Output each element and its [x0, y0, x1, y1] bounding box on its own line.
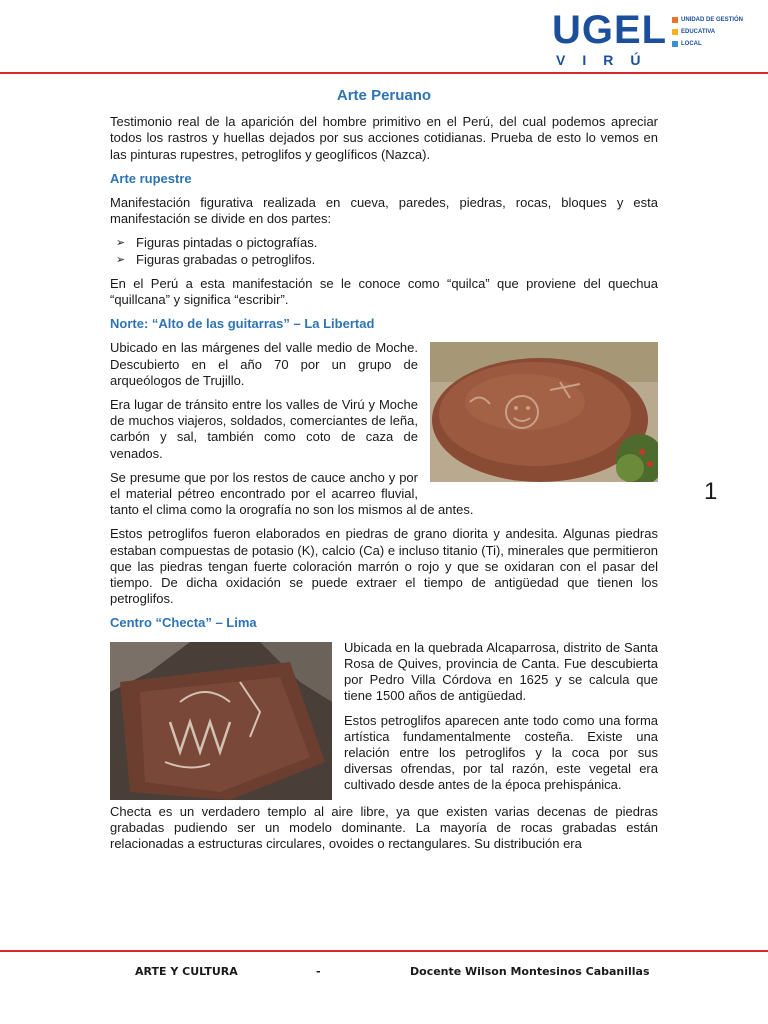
blue-square-icon	[672, 41, 678, 47]
norte-paragraph-2: Era lugar de tránsito entre los valles de Virú y Moche de muchos viajeros, soldados, comerciantes de leña, carbón y sal, también como coto de caza de venados.	[110, 397, 418, 461]
centro-paragraph-3: Checta es un verdadero templo al aire libre, ya que existen varias decenas de piedras grabadas pudiendo ser un modelo dominante. La mayoría de rocas grabadas están relacionadas a estructuras circulares, ovoides o rectangulares. Su distribución era	[110, 803, 658, 852]
logo-line-2: EDUCATIVA	[681, 29, 716, 35]
arte-rupestre-paragraph-1: Manifestación figurativa realizada en cueva, paredes, piedras, rocas, bloques y esta manifestación se divide en dos partes:	[110, 195, 658, 227]
footer-separator: -	[316, 965, 321, 978]
footer-teacher: Docente Wilson Montesinos Cabanillas	[410, 965, 650, 978]
norte-paragraph-3: Se presume que por los restos de cauce ancho y por el material pétreo encontrado por el acarreo fluvial, tanto el clima como la orografía no son los mismos al de antes.	[110, 469, 474, 518]
header-divider	[0, 72, 768, 74]
section-heading-arte-rupestre: Arte rupestre	[110, 170, 192, 186]
arte-rupestre-paragraph-2: En el Perú a esta manifestación se le conoce como “quilca” que proviene del quechua “quillcana” y significa “escribir”.	[110, 275, 658, 308]
orange-square-icon	[672, 17, 678, 23]
logo-main-text: UGEL	[552, 8, 668, 52]
section-heading-norte: Norte: “Alto de las guitarras” – La Libertad	[110, 316, 375, 332]
centro-paragraph-2: Estos petroglifos aparecen ante todo como una forma artística fundamentalmente costeña. Existe una relación entre los petroglifos y la coca por sus diversas ofrendas, por tal razón, este vegetal era cultivado desde antes de la época prehispánica.	[344, 712, 658, 793]
yellow-square-icon	[672, 29, 678, 35]
bullet-list	[110, 235, 658, 267]
list-item: ➢ Figuras pintadas o pictografías.	[136, 235, 658, 251]
footer-course: ARTE Y CULTURA	[135, 965, 238, 978]
ugel-logo	[552, 10, 752, 70]
page-title: Arte Peruano	[336, 87, 432, 104]
logo-line-1: UNIDAD DE GESTIÓN	[681, 17, 744, 23]
intro-paragraph: Testimonio real de la aparición del hombre primitivo en el Perú, del cual podemos apreciar todos los rastros y huellas dejados por sus acciones cotidianas. Prueba de esto lo vemos en las pinturas rupestres, petroglifos y geoglíficos (Nazca).	[110, 114, 658, 162]
section-heading-centro: Centro “Checta” – Lima	[110, 615, 257, 631]
footer-divider	[0, 950, 768, 952]
centro-paragraph-1: Ubicada en la quebrada Alcaparrosa, distrito de Santa Rosa de Quives, provincia de Canta. Fue descubierta por Pedro Villa Córdova en 1625 y se calcula que tiene 1500 años de antigüedad.	[344, 639, 658, 704]
checta-petroglyph-photo	[110, 642, 332, 800]
document-body	[110, 80, 658, 860]
logo-sub-text: VIRÚ	[556, 52, 658, 68]
page-number: 1	[704, 478, 718, 505]
logo-tagline	[672, 14, 743, 50]
logo-line-3: LOCAL	[681, 41, 702, 47]
list-item: ➢ Figuras grabadas o petroglifos.	[136, 252, 658, 268]
petroglyph-rock-photo	[430, 342, 658, 482]
norte-paragraph-4: Estos petroglifos fueron elaborados en piedras de grano diorita y andesita. Algunas piedras estaban compuestas de potasio (K), calcio (Ca) e incluso titanio (Ti), minerales que permitieron que las piedras tengan fuerte coloración marrón o rojo y que se oxidaran con el pasar del tiempo. De dicha oxidación se puede extraer el tiempo de antigüedad que tienen los petroglifos.	[110, 526, 658, 607]
norte-paragraph-1: Ubicado en las márgenes del valle medio de Moche. Descubierto en el año 70 por un grupo de arqueólogos de Trujillo.	[110, 340, 418, 388]
